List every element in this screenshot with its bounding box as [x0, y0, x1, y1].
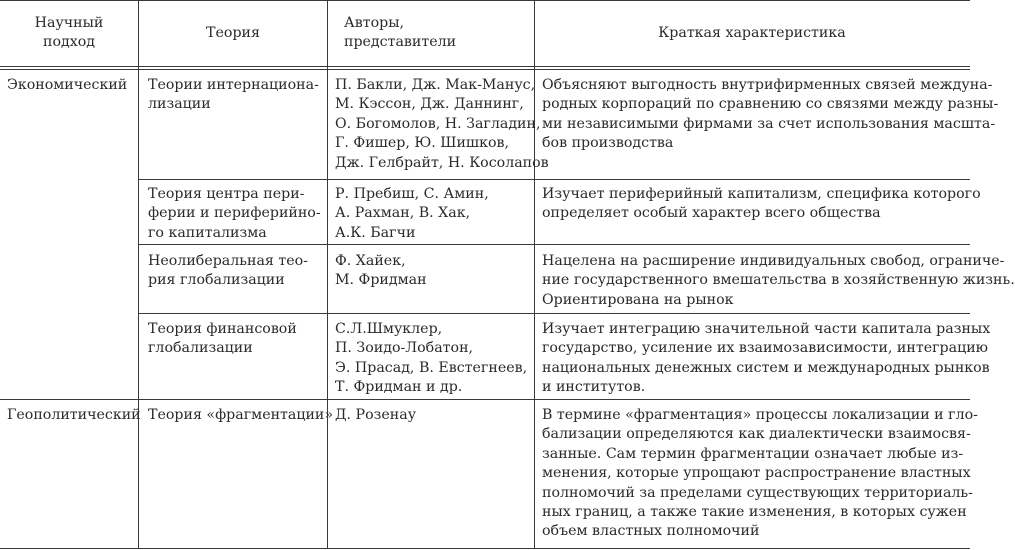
table-row-theory: Теории интернациона- лизации [148, 77, 319, 113]
table-row-description: В термине «фрагментация» процессы локализации и гло- бализации определяются как диалектически взаимосвя- занные. Сам термин фрагментации означает любые из- менения, которые упрощают распространение властных полномочий за пределами существующих территориаль- ных границ, а также такие изменения, в которых сужен объем властных полномочий [542, 407, 978, 540]
approach-geopolitical: Геополитический [7, 407, 141, 423]
table-bottom-border [0, 548, 970, 549]
table-row-description: Объясняют выгодность внутрифирменных связей междуна- родных корпораций по сравнению со связями между разны- ми независимыми фирмами за счет использования масшта- бов производства [542, 77, 999, 152]
table-top-border [0, 0, 970, 1]
header-approach: Научный подход [34, 15, 104, 51]
table-row-authors: С.Л.Шмуклер, П. Зоидо-Лобатон, Э. Прасад, В. Евстегнеев, Т. Фридман и др. [335, 321, 528, 396]
header-theory: Теория [206, 25, 260, 41]
header-description: Краткая характеристика [658, 25, 846, 41]
table-row-authors: П. Бакли, Дж. Мак-Манус, М. Кэссон, Дж. Даннинг, О. Богомолов, Н. Загладин, Г. Фишер, Ю. Шишков, Дж. Гелбрайт, Н. Косолапов [335, 77, 549, 171]
column-divider [327, 0, 328, 549]
header-bottom-rule-lower [0, 69, 970, 70]
table-row-theory: Теория «фрагментации» [148, 407, 334, 423]
row-divider [138, 313, 970, 314]
table-row-description: Изучает интеграцию значительной части капитала разных государство, усиление их взаимозависимости, интеграцию национальных денежных систем и международных рынков и институтов. [542, 321, 991, 396]
table-row-authors: Д. Розенау [335, 407, 417, 423]
header-bottom-rule-upper [0, 66, 970, 67]
approach-economic: Экономический [7, 77, 128, 93]
table-row-authors: Ф. Хайек, М. Фридман [335, 253, 427, 289]
section-divider [0, 399, 970, 400]
table-row-description: Изучает периферийный капитализм, специфика которого определяет особый характер всего общества [542, 186, 981, 222]
table-row-theory: Теория центра пери- ферии и периферийно- го капитализма [148, 186, 321, 241]
table-row-theory: Теория финансовой глобализации [148, 321, 297, 357]
row-divider [138, 179, 970, 180]
header-authors: Авторы, представители [344, 15, 457, 51]
row-divider [138, 244, 970, 245]
column-divider [138, 0, 139, 549]
table-row-description: Нацелена на расширение индивидуальных свобод, ограниче- ние государственного вмешательства в хозяйственную жизнь. Ориентирована на рынок [542, 253, 1015, 308]
table-row-theory: Неолиберальная тео- рия глобализации [148, 253, 308, 289]
table-row-authors: Р. Пребиш, С. Амин, А. Рахман, В. Хак, А.К. Багчи [335, 186, 489, 241]
